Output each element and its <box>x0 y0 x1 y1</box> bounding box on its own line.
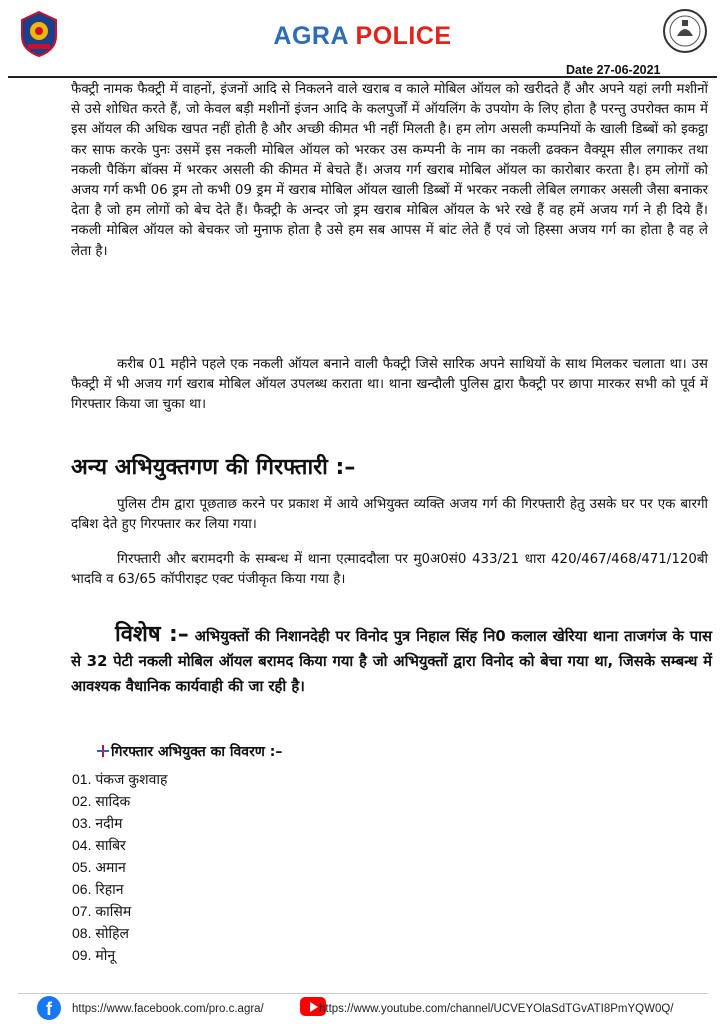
letterhead <box>0 0 725 80</box>
youtube-link[interactable]: https://www.youtube.com/channel/UCVEYOlaSdTGvATI8PmYQW0Q/ <box>319 1003 674 1015</box>
list-item: 07. कासिम <box>72 903 132 919</box>
list-item: 06. रिहान <box>72 881 124 897</box>
section-heading: अन्य अभियुक्तगण की गिरफ्तारी :– <box>71 455 356 480</box>
body-paragraph-2: करीब 01 महीने पहले एक नकली ऑयल बनाने वाली फैक्ट्री जिसे सारिक अपने साथियों के साथ मिलकर चलाता था। उस फैक्ट्री में भी अजय गर्ग खराब मोबिल ऑयल उपलब्ध कराता था। थाना खन्दौली पुलिस द्वारा फैक्ट्री पर छापा मारकर सभी को पूर्व में गिरफ्तार किया जा चुका था। <box>71 357 708 413</box>
facebook-icon[interactable]: f <box>37 996 61 1020</box>
arrested-list-heading <box>95 742 282 761</box>
document-date: Date 27-06-2021 <box>566 63 661 77</box>
facebook-link[interactable]: https://www.facebook.com/pro.c.agra/ <box>72 1003 264 1015</box>
arrested-list-heading-text: गिरफ्तार अभियुक्त का विवरण :– <box>111 744 283 760</box>
footer-divider <box>18 993 708 994</box>
list-item: 09. मोनू <box>72 947 116 963</box>
header-divider <box>8 76 717 78</box>
page-title <box>0 22 725 51</box>
body-paragraph-4: गिरफ्तारी और बरामदगी के सम्बन्ध में थाना एत्माददौला पर मु0अ0सं0 433/21 धारा 420/467/468/471/120बी भादवि व 63/65 कॉपीराइट एक्ट पंजीकृत किया गया है। <box>71 552 708 588</box>
state-seal-icon <box>662 8 708 54</box>
title-agra: AGRA <box>273 22 349 50</box>
special-text: अभियुक्तों की निशानदेही पर विनोद पुत्र निहाल सिंह नि0 कलाल खेरिया थाना ताजगंज के पास से 32 पेटी नकली मोबिल ऑयल बरामद किया गया है जो अभियुक्तों द्वारा विनोद को बेचा गया था, जिसके सम्बन्ध में आवश्यक वैधानिक कार्यवाही की जा रही है। <box>71 628 712 695</box>
body-paragraph-1: फैक्ट्री नामक फैक्ट्री में वाहनों, इंजनों आदि से निकलने वाले खराब व काले मोबिल ऑयल को खरीदते हैं और अपने यहां लगी मशीनों से उसे शोधित करते हैं, जो केवल बड़ी मशीनों इंजन आदि के कलपुर्जों में ऑयलिंग के उपयोग के लिए होता है परन्तु उपरोक्त काम में इस ऑयल की अधिक खपत नहीं होती है और अच्छी कीमत भी नहीं मिलती है। हम लोग असली कम्पनियों के खाली डिब्बों को इकट्ठा कर साफ करके पुनः उसमें इस नकली मोबिल ऑयल को भरकर उस कम्पनी के नाम का नकली ढक्कन वैक्यूम सील लगाकर तथा नकली पैकिंग बॉक्स में भरकर असली की कीमत में बेचते हैं। अजय गर्ग खराब मोबिल ऑयल का कारोबार करता है। हम लोगों को अजय गर्ग कभी 06 ड्रम तो कभी 09 ड्रम में खराब मोबिल ऑयल खाली डिब्बों में भरकर नकली लेबिल लगाकर असली जैसा बनाकर देता है जो हम लोगों को बेच देते हैं। फैक्ट्री के अन्दर जो ड्रम खराब मोबिल ऑयल के भरे रखे हैं वह हमें अजय गर्ग ने ही दिये हैं। नकली मोबिल ऑयल को बेचकर जो मुनाफ होता है उसे हम सब आपस में बांट लेते हैं एवं जो हिस्सा अजय गर्ग का होता है वह ले लेता है। <box>71 82 709 259</box>
body-paragraph-3: पुलिस टीम द्वारा पूछताछ करने पर प्रकाश में आये अभियुक्त व्यक्ति अजय गर्ग की गिरफ्तारी हेतु उसके घर पर एक बारगी दबिश देते हुए गिरफ्तार कर लिया गया। <box>71 497 708 533</box>
special-label: विशेष :– <box>115 622 189 647</box>
list-item: 02. सादिक <box>72 793 131 809</box>
arrested-list <box>72 768 167 966</box>
list-item: 01. पंकज कुशवाह <box>72 771 168 787</box>
list-item: 04. साबिर <box>72 837 126 853</box>
list-item: 03. नदीम <box>72 815 123 831</box>
title-police: POLICE <box>355 22 452 50</box>
special-note <box>71 622 712 699</box>
list-item: 05. अमान <box>72 859 126 875</box>
list-item: 08. सोहिल <box>72 925 129 941</box>
